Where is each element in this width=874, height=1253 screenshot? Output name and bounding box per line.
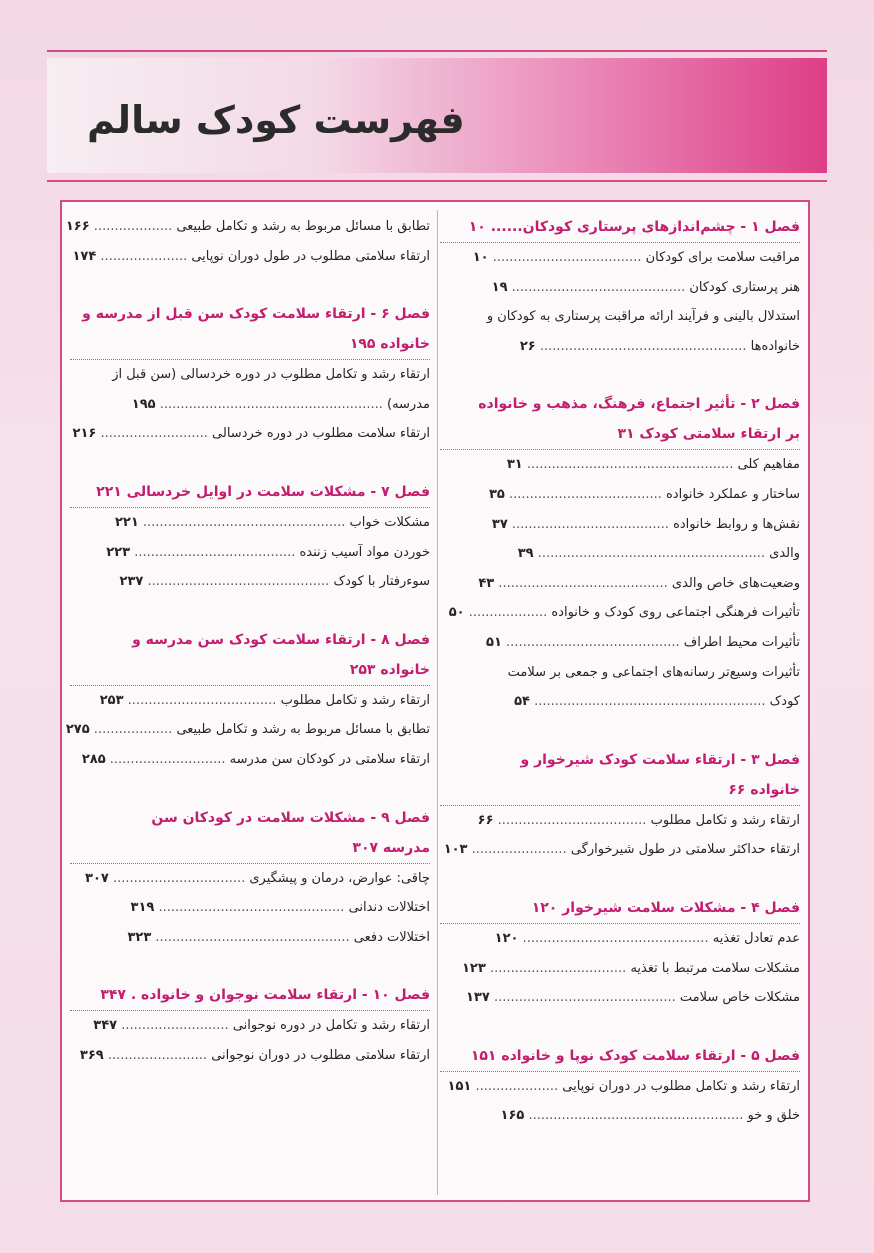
chapter-heading <box>440 389 800 450</box>
toc-entry <box>440 539 800 569</box>
leader-dots: ............................................. <box>154 900 349 916</box>
toc-entry <box>440 569 800 599</box>
toc-entry <box>70 686 430 716</box>
toc-entry-title: تطابق با مسائل مربوط به رشد و تکامل طبیعی <box>176 722 430 738</box>
leader-dots: .......................................... <box>501 634 684 650</box>
toc-entry-title: مشکلات خاص سلامت <box>679 990 800 1006</box>
toc-entry <box>65 715 430 745</box>
page-number: ۵۰ <box>448 605 465 621</box>
toc-entry-title: خوردن مواد آسیب زننده <box>299 544 430 560</box>
leader-dots: ...................................... <box>507 516 674 532</box>
toc-entry-title: ارتقاء رشد و تکامل مطلوب در دوره خردسالی (سن قبل از <box>112 367 430 383</box>
leader-dots: .................................................. <box>535 338 751 354</box>
chapter-heading <box>70 299 430 360</box>
toc-entry <box>440 510 800 540</box>
toc-entry-title: تطابق با مسائل مربوط به رشد و تکامل طبیعی <box>176 219 430 234</box>
toc-entry-title: چاقی: عوارض، درمان و پیشگیری <box>249 870 430 886</box>
toc-entry <box>440 687 800 717</box>
leader-dots: .......................... <box>96 426 213 442</box>
page-number: ۱۲۰ <box>494 930 519 946</box>
page-number: ۳۷ <box>491 516 508 532</box>
page-number: ۱۲۳ <box>462 960 486 976</box>
toc-entry-title: خانواده‌ها <box>750 338 800 354</box>
leader-dots: ..................... <box>96 248 192 264</box>
leader-dots: .......................................... <box>507 279 690 295</box>
chapter-heading <box>70 803 430 864</box>
toc-entry <box>440 835 800 865</box>
chapter-heading <box>70 477 430 508</box>
chapter-heading-line: فصل ۲ - تأثیر اجتماع، فرهنگ، مذهب و خانواده <box>478 396 800 413</box>
toc-entry <box>440 954 800 984</box>
leader-dots: ....................................... <box>130 544 300 560</box>
leader-dots: ......................................... <box>494 575 672 591</box>
page-number: ۵۴ <box>514 694 530 710</box>
leader-dots: ..................................... <box>504 486 666 502</box>
toc-entry-title: وضعیت‌های خاص والدی <box>671 575 800 591</box>
toc-entry <box>440 480 800 510</box>
toc-entry-title: تأثیرات فرهنگی اجتماعی روی کودک و خانواده <box>551 605 800 621</box>
page-number: ۱۹ <box>491 279 508 295</box>
chapter-heading-line: فصل ۵ - ارتقاء سلامت کودک نوپا و خانواده ۱۵۱ <box>470 1047 800 1064</box>
chapter-heading-line: مدرسه ۳۰۷ <box>352 839 430 856</box>
toc-entry-title: عدم تعادل تغذیه <box>712 930 800 946</box>
toc-entry <box>440 598 800 628</box>
chapter-heading-line: فصل ۱۰ - ارتقاء سلامت نوجوان و خانواده . ۳۴۷ <box>100 987 430 1004</box>
chapter-heading-line: خانواده ۶۶ <box>728 781 800 798</box>
page-number: ۳۵ <box>488 486 505 502</box>
chapter-heading <box>70 980 430 1011</box>
toc-page <box>47 50 827 1210</box>
toc-entry-title: کودک <box>769 694 800 710</box>
toc-frame <box>60 200 810 1202</box>
toc-entry <box>70 1011 430 1041</box>
leader-dots: ................................. <box>485 960 631 976</box>
page-number: ۶۶ <box>477 812 494 828</box>
toc-entry-title: ارتقاء رشد و تکامل در دوره نوجوانی <box>232 1018 430 1034</box>
toc-entry <box>70 745 430 775</box>
leader-dots: ........................ <box>103 1047 212 1063</box>
chapter-heading <box>440 212 800 243</box>
leader-dots: ................... <box>89 219 177 234</box>
toc-entry-title: مراقبت سلامت برای کودکان <box>645 250 800 265</box>
page-number: ۱۶۵ <box>500 1108 525 1124</box>
toc-entry-title: مشکلات سلامت مرتبط با تغذیه <box>630 960 800 976</box>
toc-entry-title: تأثیرات محیط اطراف <box>683 634 800 650</box>
toc-entry <box>70 508 430 538</box>
leader-dots: ...................................................... <box>155 396 387 412</box>
title-banner <box>47 58 827 173</box>
page-number: ۲۲۱ <box>114 514 139 530</box>
chapter-heading <box>70 625 430 686</box>
toc-entry-title: سوءرفتار با کودک <box>333 574 430 590</box>
toc-entry-title: والدی <box>769 546 800 562</box>
toc-entry-title: اختلالات دندانی <box>348 900 430 916</box>
toc-entry <box>440 1072 800 1102</box>
toc-entry <box>70 864 430 894</box>
page-number: ۳۱ <box>506 457 523 473</box>
page-number: ۲۱۶ <box>72 426 97 442</box>
toc-entry <box>440 450 800 480</box>
page-number: ۲۲۳ <box>106 544 131 560</box>
leader-dots: ............................ <box>105 751 230 767</box>
toc-entry-title: اختلالات دفعی <box>353 929 430 945</box>
toc-entry-title: هنر پرستاری کودکان <box>689 279 800 295</box>
chapter-heading-line: خانواده ۲۵۳ <box>349 661 430 678</box>
page-number: ۱۶۶ <box>65 219 90 234</box>
leader-dots: ............................................ <box>489 990 680 1006</box>
page-number: ۳۴۷ <box>93 1018 118 1034</box>
toc-entry <box>70 360 430 390</box>
page-number: ۴۳ <box>478 575 495 591</box>
leader-dots: ................... <box>89 722 177 738</box>
toc-entry-title: استدلال بالینی و فرآیند ارائه مراقبت پرستاری به کودکان و <box>486 309 800 325</box>
chapter-heading-line: فصل ۶ - ارتقاء سلامت کودک سن قبل از مدرسه و <box>82 306 430 323</box>
leader-dots: ............................................. <box>518 930 713 946</box>
toc-entry <box>70 390 430 420</box>
chapter-heading-line: بر ارتقاء سلامتی کودک ۳۱ <box>617 426 800 443</box>
toc-entry <box>440 1101 800 1131</box>
chapter-heading-line: فصل ۸ - ارتقاء سلامت کودک سن مدرسه و <box>132 631 430 648</box>
leader-dots: .................................................. <box>522 457 738 473</box>
page-number: ۳۱۹ <box>130 900 155 916</box>
chapter-heading-line: فصل ۱ - چشم‌اندازهای پرستاری کودکان...... ۱۰ <box>468 219 800 235</box>
leader-dots: ................................ <box>108 870 250 886</box>
leader-dots: ............................................... <box>151 929 354 945</box>
toc-entry <box>70 1041 430 1071</box>
page-number: ۱۳۷ <box>466 990 490 1006</box>
chapter-heading <box>440 1041 800 1072</box>
toc-entry-title: نقش‌ها و روابط خانواده <box>673 516 800 532</box>
leader-dots: .................................... <box>493 812 651 828</box>
page-number: ۳۲۳ <box>127 929 152 945</box>
toc-entry-title: خلق و خو <box>747 1108 800 1124</box>
column-divider <box>437 210 438 1195</box>
toc-entry-title: ارتقاء رشد و تکامل مطلوب در دوران نوپایی <box>562 1078 800 1094</box>
toc-entry-title: مفاهیم کلی <box>737 457 800 473</box>
chapter-heading-line: فصل ۷ - مشکلات سلامت در اوایل خردسالی ۲۲۱ <box>96 483 430 500</box>
toc-entry-title: ارتقاء سلامتی مطلوب در طول دوران نوپایی <box>191 248 430 264</box>
toc-entry <box>70 242 430 272</box>
toc-entry <box>440 273 800 303</box>
leader-dots: .................................... <box>488 250 646 265</box>
leader-dots: ............................................ <box>143 574 334 590</box>
chapter-heading-line: فصل ۴ - مشکلات سلامت شیرخوار ۱۲۰ <box>531 899 800 916</box>
page-number: ۳۰۷ <box>85 870 109 886</box>
leader-dots: ....................................................... <box>533 546 770 562</box>
toc-entry <box>70 567 430 597</box>
leader-dots: .................................... <box>123 692 281 708</box>
toc-right-column <box>440 212 800 1131</box>
header-bottom-rule <box>47 180 827 182</box>
toc-entry <box>440 806 800 836</box>
toc-entry <box>70 538 430 568</box>
chapter-heading-line: خانواده ۱۹۵ <box>349 336 430 353</box>
chapter-heading <box>440 893 800 924</box>
page-number: ۲۸۵ <box>81 751 106 767</box>
toc-entry <box>70 893 430 923</box>
chapter-heading-line: فصل ۳ - ارتقاء سلامت کودک شیرخوار و <box>520 751 800 768</box>
leader-dots: ................................................. <box>138 514 350 530</box>
toc-entry <box>440 628 800 658</box>
toc-entry <box>65 212 430 242</box>
page-number: ۱۰۳ <box>443 842 468 858</box>
chapter-heading-line: فصل ۹ - مشکلات سلامت در کودکان سن <box>151 809 430 826</box>
leader-dots: ....................... <box>467 842 571 858</box>
toc-entry-title: ارتقاء رشد و تکامل مطلوب <box>280 692 430 708</box>
toc-entry-title: ارتقاء رشد و تکامل مطلوب <box>650 812 800 828</box>
leader-dots: .................................................... <box>524 1108 748 1124</box>
page-number: ۱۹۵ <box>131 396 156 412</box>
toc-entry-title: ارتقاء سلامت مطلوب در دوره خردسالی <box>212 426 430 442</box>
toc-entry <box>70 419 430 449</box>
toc-entry-title: ارتقاء سلامتی در کودکان سن مدرسه <box>229 751 430 767</box>
toc-entry <box>440 332 800 362</box>
toc-entry-title: ارتقاء سلامتی مطلوب در دوران نوجوانی <box>211 1047 430 1063</box>
toc-entry-title: ارتقاء حداکثر سلامتی در طول شیرخوارگی <box>570 842 800 858</box>
top-rule <box>47 50 827 52</box>
page-number: ۲۶ <box>519 338 536 354</box>
toc-entry <box>440 983 800 1013</box>
leader-dots: ................... <box>464 605 552 621</box>
toc-entry-title: مدرسه) <box>387 396 430 412</box>
page-number: ۲۳۷ <box>119 574 144 590</box>
toc-left-column <box>65 212 430 1071</box>
page-number: ۱۵۱ <box>447 1078 472 1094</box>
page-number: ۱۷۴ <box>72 248 97 264</box>
toc-entry <box>70 923 430 953</box>
page-number: ۲۷۵ <box>65 722 90 738</box>
page-number: ۳۶۹ <box>79 1047 104 1063</box>
toc-entry-title: ساختار و عملکرد خانواده <box>666 486 800 502</box>
leader-dots: ........................................................ <box>529 694 770 710</box>
toc-entry <box>440 924 800 954</box>
leader-dots: .................... <box>471 1078 563 1094</box>
leader-dots: .......................... <box>117 1018 233 1034</box>
page-number: ۲۵۳ <box>99 692 124 708</box>
toc-entry <box>440 243 800 273</box>
chapter-heading <box>440 745 800 806</box>
page-number: ۳۹ <box>517 546 534 562</box>
toc-entry <box>440 658 800 688</box>
page-number: ۱۰ <box>472 250 489 265</box>
toc-entry <box>440 302 800 332</box>
toc-entry-title: تأثیرات وسیع‌تر رسانه‌های اجتماعی و جمعی بر سلامت <box>507 664 800 680</box>
toc-entry-title: مشکلات خواب <box>349 514 430 530</box>
page-number: ۵۱ <box>486 634 502 650</box>
page-title: فهرست کودک سالم <box>87 98 465 142</box>
